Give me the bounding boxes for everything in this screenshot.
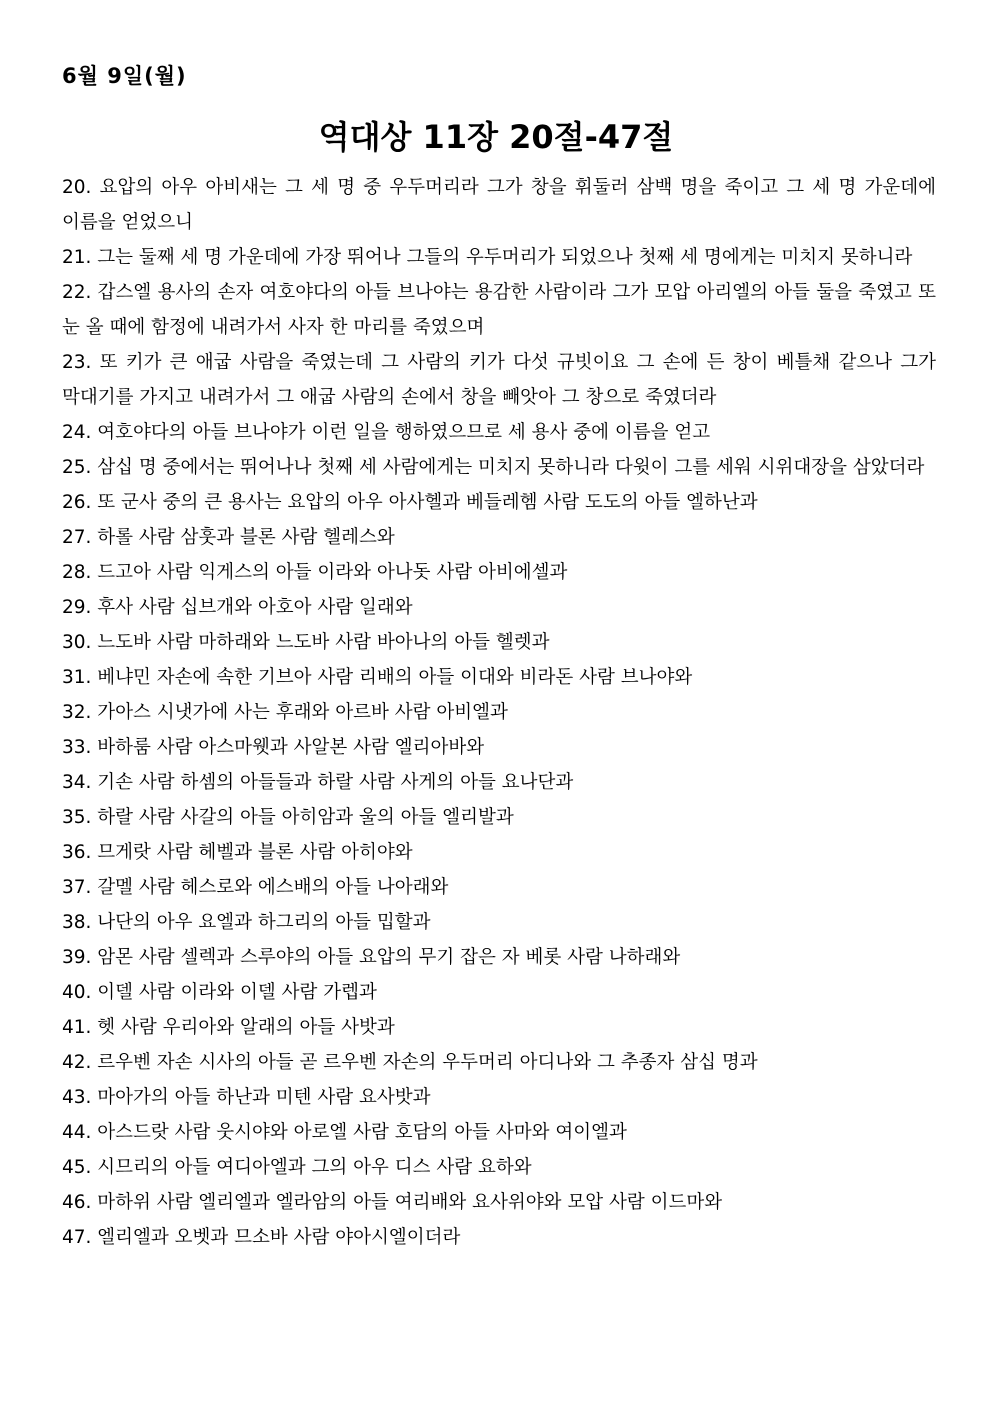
- verse-item: 39. 암몬 사람 셀렉과 스루야의 아들 요압의 무기 잡은 자 베롯 사람 나하래와: [62, 947, 681, 968]
- verse-item: 45. 시므리의 아들 여디아엘과 그의 아우 디스 사람 요하와: [62, 1157, 532, 1178]
- verse-item: 21. 그는 둘째 세 명 가운데에 가장 뛰어나 그들의 우두머리가 되었으나 첫째 세 명에게는 미치지 못하니라: [62, 247, 913, 268]
- verse-item: 31. 베냐민 자손에 속한 기브아 사람 리배의 아들 이대와 비라돈 사람 브나야와: [62, 667, 693, 688]
- verse-item: 24. 여호야다의 아들 브나야가 이런 일을 행하였으므로 세 용사 중에 이름을 얻고: [62, 422, 711, 443]
- verse-item: 25. 삼십 명 중에서는 뛰어나나 첫째 세 사람에게는 미치지 못하니라 다윗이 그를 세워 시위대장을 삼았더라: [62, 457, 925, 478]
- verse-list: [62, 170, 936, 1255]
- verse-item: 26. 또 군사 중의 큰 용사는 요압의 아우 아사헬과 베들레헴 사람 도도의 아들 엘하난과: [62, 492, 758, 513]
- page-title: 역대상 11장 20절-47절: [318, 118, 674, 156]
- verse-item: 44. 아스드랏 사람 웃시야와 아로엘 사람 호담의 아들 사마와 여이엘과: [62, 1122, 627, 1143]
- verse-item: 40. 이델 사람 이라와 이델 사람 가렙과: [62, 982, 377, 1003]
- verse-item: 35. 하랄 사람 사갈의 아들 아히암과 울의 아들 엘리발과: [62, 807, 514, 828]
- verse-item: 37. 갈멜 사람 헤스로와 에스배의 아들 나아래와: [62, 877, 449, 898]
- verse-item: 20. 요압의 아우 아비새는 그 세 명 중 우두머리라 그가 창을 휘둘러 삼백 명을 죽이고 그 세 명 가운데에 이름을 얻었으니: [62, 177, 936, 233]
- verse-item: 30. 느도바 사람 마하래와 느도바 사람 바아나의 아들 헬렛과: [62, 632, 550, 653]
- verse-item: 32. 가아스 시냇가에 사는 후래와 아르바 사람 아비엘과: [62, 702, 508, 723]
- verse-item: 28. 드고아 사람 익게스의 아들 이라와 아나돗 사람 아비에셀과: [62, 562, 568, 583]
- verse-item: 47. 엘리엘과 오벳과 므소바 사람 야아시엘이더라: [62, 1227, 461, 1248]
- verse-item: 36. 므게랏 사람 헤벨과 블론 사람 아히야와: [62, 842, 413, 863]
- verse-item: 34. 기손 사람 하셈의 아들들과 하랄 사람 사게의 아들 요나단과: [62, 772, 574, 793]
- verse-item: 23. 또 키가 큰 애굽 사람을 죽였는데 그 사람의 키가 다섯 규빗이요 그 손에 든 창이 베틀채 같으나 그가 막대기를 가지고 내려가서 그 애굽 사람의 손에서 창을 빼앗아 그 창으로 죽였더라: [62, 352, 936, 408]
- date-heading: 6월 9일(월): [62, 64, 187, 88]
- verse-item: 22. 갑스엘 용사의 손자 여호야다의 아들 브나야는 용감한 사람이라 그가 모압 아리엘의 아들 둘을 죽였고 또 눈 올 때에 함정에 내려가서 사자 한 마리를 죽였으며: [62, 282, 936, 338]
- verse-item: 38. 나단의 아우 요엘과 하그리의 아들 밉할과: [62, 912, 431, 933]
- verse-item: 33. 바하룸 사람 아스마웻과 사알본 사람 엘리아바와: [62, 737, 485, 758]
- verse-item: 29. 후사 사람 십브개와 아호아 사람 일래와: [62, 597, 413, 618]
- verse-item: 27. 하롤 사람 삼훗과 블론 사람 헬레스와: [62, 527, 395, 548]
- verse-item: 42. 르우벤 자손 시사의 아들 곧 르우벤 자손의 우두머리 아디나와 그 추종자 삼십 명과: [62, 1052, 758, 1073]
- verse-item: 43. 마아가의 아들 하난과 미텐 사람 요사밧과: [62, 1087, 431, 1108]
- verse-item: 46. 마하위 사람 엘리엘과 엘라암의 아들 여리배와 요사위야와 모압 사람 이드마와: [62, 1192, 723, 1213]
- verse-item: 41. 헷 사람 우리아와 알래의 아들 사밧과: [62, 1017, 395, 1038]
